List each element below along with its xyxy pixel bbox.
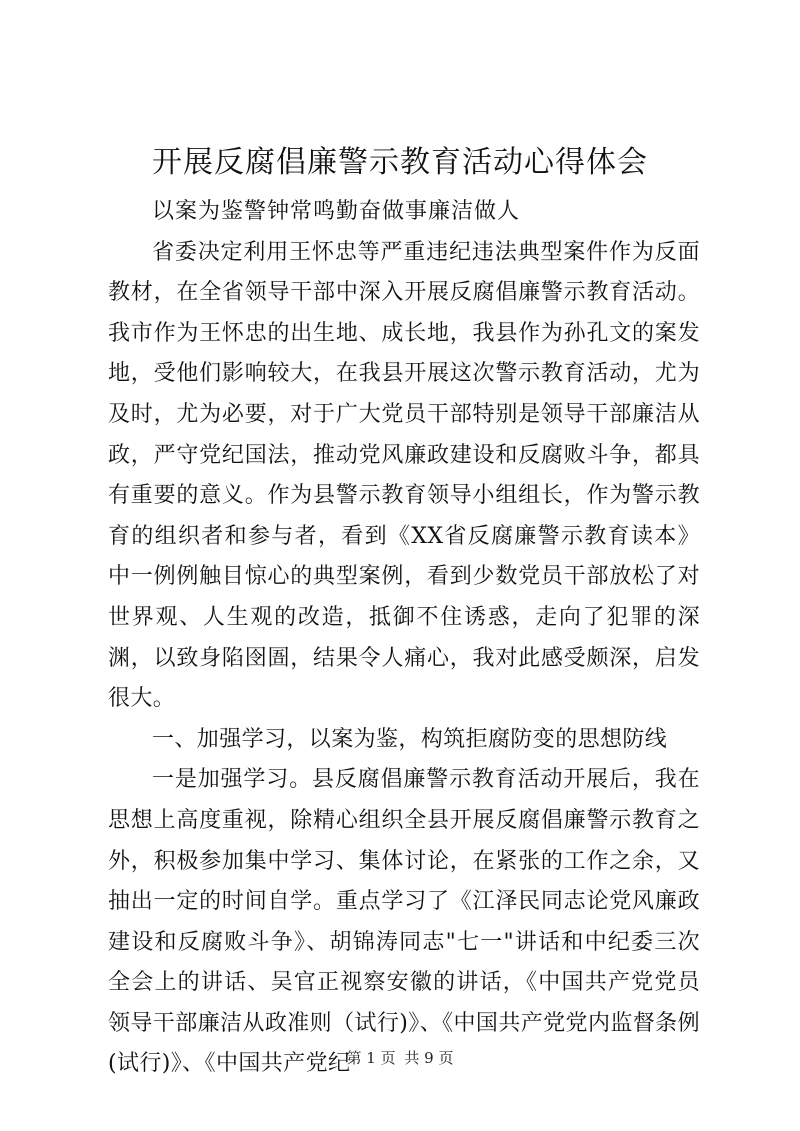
document-subtitle: 以案为鉴警钟常鸣勤奋做事廉洁做人 <box>152 199 521 224</box>
page-total: 共 9 页 <box>404 1049 454 1067</box>
paragraph-study: 一是加强学习。县反腐倡廉警示教育活动开展后，我在思想上高度重视，除精心组织全县开展反腐倡廉警示教育之外，积极参加集中学习、集体讨论，在紧张的工作之余，又抽出一定的时间自学。重点学习了《江泽民同志论党风廉政建设和反腐败斗争》、胡锦涛同志"七一"讲话和中纪委三次全会上的讲话、吴官正视察安徽的讲话，《中国共产党党员领导干部廉洁从政准则（试行)》、《中国共产党党内监督条例(试行)》、《中国共产党纪 <box>108 767 700 1077</box>
paragraph-intro: 省委决定利用王怀忠等严重违纪违法典型案件作为反面教材，在全省领导干部中深入开展反腐倡廉警示教育活动。我市作为王怀忠的出生地、成长地，我县作为孙孔文的案发地，受他们影响较大，在我县开展这次警示教育活动，尤为及时，尤为必要，对于广大党员干部特别是领导干部廉洁从政，严守党纪国法，推动党风廉政建设和反腐败斗争，都具有重要的意义。作为县警示教育领导小组组长，作为警示教育的组织者和参与者，看到《XX省反腐廉警示教育读本》中一例例触目惊心的典型案例，看到少数党员干部放松了对世界观、人生观的改造，抵御不住诱惑，走向了犯罪的深渊，以致身陷囹圄，结果令人痛心，我对此感受颇深，启发很大。 <box>108 239 700 712</box>
document-title: 开展反腐倡廉警示教育活动心得体会 <box>152 145 648 180</box>
page-footer <box>0 1048 800 1068</box>
page-number: 第 1 页 <box>346 1049 396 1067</box>
section-heading: 一、加强学习，以案为鉴，构筑拒腐防变的思想防线 <box>152 726 668 752</box>
document-body <box>108 192 700 1085</box>
